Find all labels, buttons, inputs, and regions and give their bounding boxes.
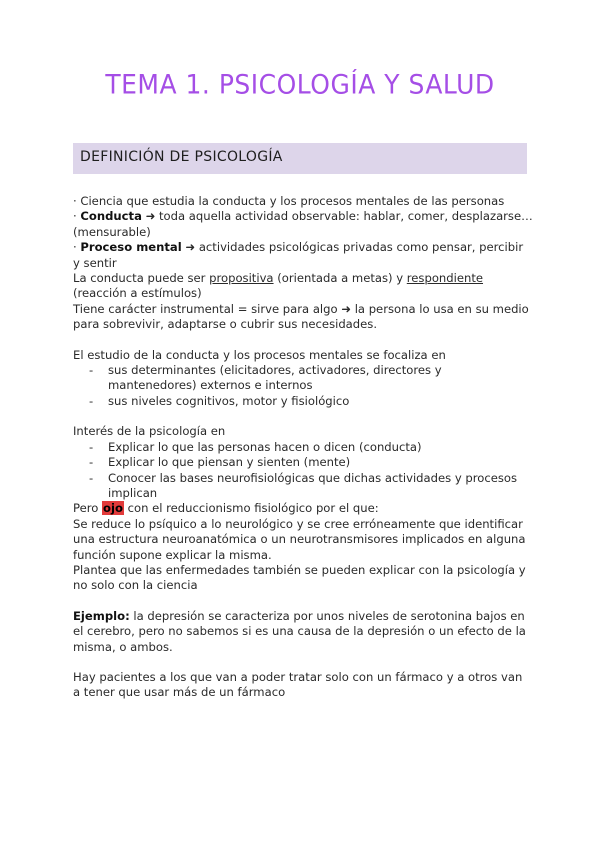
reduccionismo-p2: Plantea que las enfermedades también se pueden explicar con la psicología y no solo con la ciencia bbox=[73, 562, 526, 593]
reduccionismo-line bbox=[73, 501, 533, 516]
ejemplo-text: la depresión se caracteriza por unos niveles de serotonina bajos en el cerebro, pero no sabemos si es una causa de la depresión o un efecto de la misma, o ambos. bbox=[73, 608, 526, 654]
instrumental-line: Tiene carácter instrumental = sirve para algo ➜ la persona lo usa en su medio para sobrevivir, adaptarse o cubrir sus necesidades. bbox=[73, 301, 529, 332]
text-span: Pero bbox=[73, 501, 103, 516]
dash-bullet: - bbox=[89, 455, 94, 470]
list-item bbox=[73, 363, 533, 394]
conducta-text: ➜ toda aquella actividad observable: hablar, comer, desplazarse… (mensurable) bbox=[73, 209, 533, 239]
ejemplo-label: Ejemplo: bbox=[73, 608, 130, 623]
respondiente-term: respondiente bbox=[406, 271, 484, 286]
text-span: (reacción a estímulos) bbox=[73, 286, 202, 301]
conducta-line bbox=[73, 209, 533, 240]
text-span: con el reduccionismo fisiológico por el que: bbox=[123, 501, 379, 516]
proceso-term: Proceso mental bbox=[80, 240, 182, 255]
text-span: La conducta puede ser bbox=[73, 271, 210, 286]
list-item-text: Explicar lo que las personas hacen o dicen (conducta) bbox=[108, 439, 422, 454]
list-item bbox=[73, 440, 533, 455]
definition-line: · Ciencia que estudia la conducta y los procesos mentales de las personas bbox=[73, 194, 505, 208]
proceso-line bbox=[73, 240, 533, 271]
proceso-text: ➜ actividades psicológicas privadas como pensar, percibir y sentir bbox=[73, 240, 524, 270]
propositiva-term: propositiva bbox=[209, 271, 274, 286]
document-body bbox=[73, 194, 533, 701]
text-span: (orientada a metas) y bbox=[273, 271, 407, 286]
section-title: DEFINICIÓN DE PSICOLOGÍA bbox=[80, 149, 283, 165]
list-item-text: Conocer las bases neurofisiológicas que dichas actividades y procesos implican bbox=[108, 470, 518, 500]
bullet-dot: · bbox=[73, 209, 81, 224]
list-item bbox=[73, 455, 533, 470]
pacientes-paragraph: Hay pacientes a los que van a poder tratar solo con un fármaco y a otros van a tener que usar más de un fármaco bbox=[73, 669, 523, 700]
conducta-tipos-line bbox=[73, 271, 533, 302]
estudio-intro: El estudio de la conducta y los procesos mentales se focaliza en bbox=[73, 347, 446, 362]
dash-bullet: - bbox=[89, 363, 94, 378]
estudio-list bbox=[73, 363, 533, 409]
dash-bullet: - bbox=[89, 393, 94, 408]
dash-bullet: - bbox=[89, 470, 94, 485]
list-item-text: sus determinantes (elicitadores, activadores, directores y mantenedores) externos e internos bbox=[108, 363, 442, 393]
dash-bullet: - bbox=[89, 439, 94, 454]
page-title: TEMA 1. PSICOLOGÍA Y SALUD bbox=[105, 69, 495, 100]
reduccionismo-p1: Se reduce lo psíquico a lo neurológico y se cree erróneamente que identificar una estructura neuroanatómica o un neurotransmisores implicados en alguna función supone explicar la misma. bbox=[73, 516, 526, 562]
bullet-dot: · bbox=[73, 240, 81, 255]
list-item bbox=[73, 471, 533, 502]
interes-intro: Interés de la psicología en bbox=[73, 424, 226, 439]
ejemplo-paragraph bbox=[73, 609, 533, 655]
interes-list bbox=[73, 440, 533, 502]
list-item-text: Explicar lo que piensan y sienten (mente) bbox=[108, 455, 351, 470]
conducta-term: Conducta bbox=[80, 209, 142, 224]
list-item bbox=[73, 394, 533, 409]
ojo-highlight: ojo bbox=[103, 501, 123, 516]
list-item-text: sus niveles cognitivos, motor y fisiológico bbox=[108, 393, 350, 408]
